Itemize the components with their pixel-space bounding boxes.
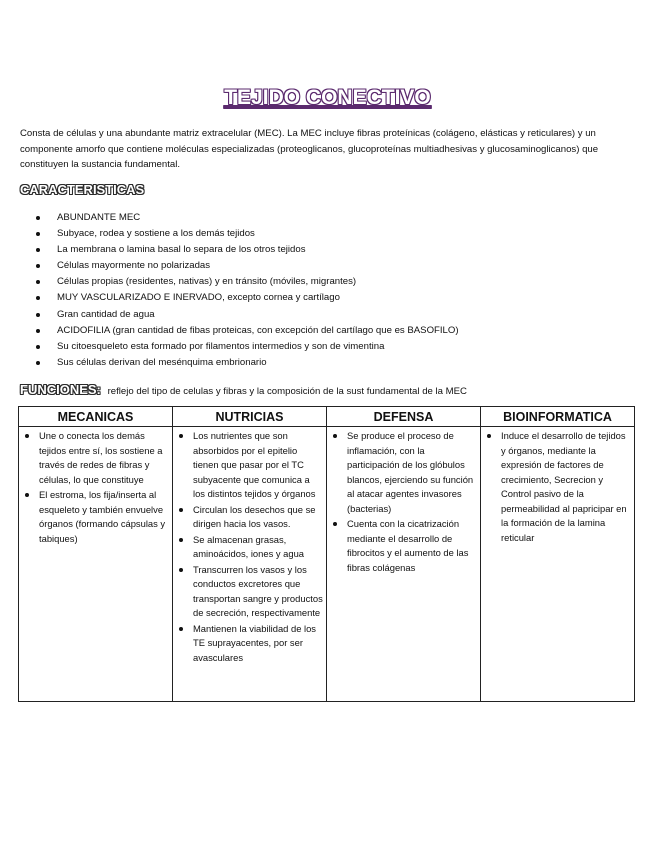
column-header-mecanicas: MECANICAS bbox=[19, 407, 173, 427]
list-item: ACIDOFILIA (gran cantidad de fibas proteicas, con excepción del cartílago que es BASOFILO) bbox=[36, 323, 459, 339]
list-item: Células propias (residentes, nativas) y en tránsito (móviles, migrantes) bbox=[36, 274, 459, 290]
list-item: El estroma, los fija/inserta al esqueleto y también envuelve órganos (formando cápsulas y tabiques) bbox=[22, 488, 169, 546]
list-item: Gran cantidad de agua bbox=[36, 307, 459, 323]
table-row bbox=[19, 427, 635, 702]
intro-paragraph: Consta de células y una abundante matriz extracelular (MEC). La MEC incluye fibras proteínicas (colágeno, elásticas y reticulares) y un componente amorfo que contiene moléculas especializadas (proteoglicanos, glucoproteínas multiadhesivas y glucosaminoglicanos) que constituyen la sustancia fundamental. bbox=[20, 128, 599, 170]
list-item: Transcurren los vasos y los conductos excretores que transportan sangre y productos de secreción, respectivamente bbox=[176, 563, 323, 621]
list-item: Se almacenan grasas, aminoácidos, iones y agua bbox=[176, 533, 323, 562]
cell-mecanicas bbox=[19, 427, 173, 702]
list-item: La membrana o lamina basal lo separa de los otros tejidos bbox=[36, 242, 459, 258]
funciones-header bbox=[20, 382, 467, 397]
list-item: Sus células derivan del mesénquima embrionario bbox=[36, 355, 459, 371]
cell-nutricias bbox=[173, 427, 327, 702]
list-item: Cuenta con la cicatrización mediante el desarrollo de fibrocitos y el aumento de las fibras colágenas bbox=[330, 517, 477, 575]
list-item: Induce el desarrollo de tejidos y órganos, mediante la expresión de factores de crecimiento, Secrecion y Control pasivo de la permeabilidad al papricipar en la formación de la lamina reticular bbox=[484, 429, 631, 545]
list-item: Células mayormente no polarizadas bbox=[36, 258, 459, 274]
list-item: Se produce el proceso de inflamación, con la participación de los glóbulos blancos, ejerciendo su función al atacar agentes invasores (bacterias) bbox=[330, 429, 477, 516]
page-title: TEJIDO CONECTIVO bbox=[224, 86, 431, 109]
list-item: Circulan los desechos que se dirigen hacia los vasos. bbox=[176, 503, 323, 532]
caracteristicas-list bbox=[36, 210, 459, 371]
list-item: Mantienen la viabilidad de los TE suprayacentes, por ser avasculares bbox=[176, 622, 323, 666]
column-header-defensa: DEFENSA bbox=[327, 407, 481, 427]
funciones-subtitle: reflejo del tipo de celulas y fibras y la composición de la sust fundamental de la MEC bbox=[107, 386, 467, 397]
list-item: Su citoesqueleto esta formado por filamentos intermedios y son de vimentina bbox=[36, 339, 459, 355]
cell-bioinformatica bbox=[481, 427, 635, 702]
column-header-bioinformatica: BIOINFORMATICA bbox=[481, 407, 635, 427]
cell-defensa bbox=[327, 427, 481, 702]
caracteristicas-heading: CARACTERISTICAS bbox=[20, 182, 145, 197]
column-header-nutricias: NUTRICIAS bbox=[173, 407, 327, 427]
funciones-heading: FUNCIONES: bbox=[20, 382, 101, 397]
list-item: Une o conecta los demás tejidos entre sí, los sostiene a través de redes de fibras y células, lo que constituye bbox=[22, 429, 169, 487]
list-item: ABUNDANTE MEC bbox=[36, 210, 459, 226]
funciones-table bbox=[18, 406, 635, 702]
list-item: Los nutrientes que son absorbidos por el epitelio tienen que pasar por el TC subyacente que comunica a los distintos tejidos y órganos bbox=[176, 429, 323, 502]
list-item: Subyace, rodea y sostiene a los demás tejidos bbox=[36, 226, 459, 242]
list-item: MUY VASCULARIZADO E INERVADO, excepto cornea y cartílago bbox=[36, 290, 459, 306]
